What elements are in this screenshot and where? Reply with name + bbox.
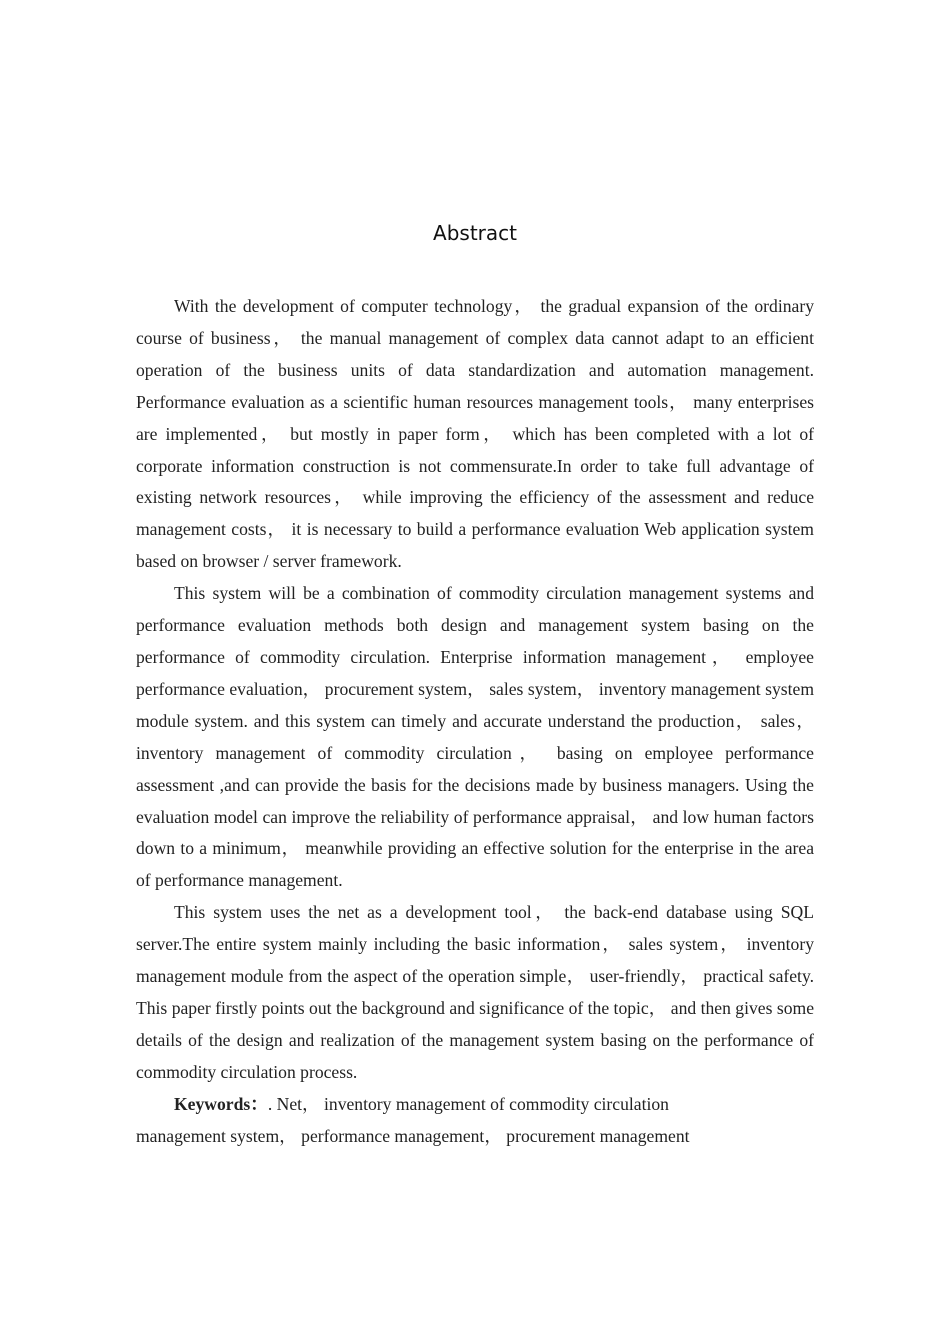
abstract-paragraph-2: This system will be a combination of commodity circulation management systems and performance evaluation methods both design and management system basing on the performance of commodity circulation. Enterprise information management， employee performance evaluation， procurement system， sales system， inventory management system module system. and this system can timely and accurate understand the production， sales， inventory management of commodity circulation， basing on employee performance assessment ,and can provide the basis for the decisions made by business managers. Using the evaluation model can improve the reliability of performance appraisal， and low human factors down to a minimum， meanwhile providing an effective solution for the enterprise in the area of performance management. <box>136 583 814 891</box>
abstract-paragraph-3: This system uses the net as a development tool， the back-end database using SQL server.The entire system mainly including the basic information， sales system， inventory management module from the aspect of the operation simple， user-friendly， practical safety. This paper firstly points out the background and significance of the topic， and then gives some details of the design and realization of the management system basing on the performance of commodity circulation process. <box>136 902 814 1082</box>
keywords-line-2: management system， performance management， procurement management <box>136 1125 690 1146</box>
keywords-paragraph <box>136 1089 814 1153</box>
abstract-paragraph-1: With the development of computer technology， the gradual expansion of the ordinary course of business， the manual management of complex data cannot adapt to an efficient operation of the business units of data standardization and automation management. Performance evaluation as a scientific human resources management tools， many enterprises are implemented， but mostly in paper form， which has been completed with a lot of corporate information construction is not commensurate.In order to take full advantage of existing network resources， while improving the efficiency of the assessment and reduce management costs， it is necessary to build a performance evaluation Web application system based on browser / server framework. <box>136 296 814 572</box>
page-title: Abstract <box>433 221 517 245</box>
abstract-body <box>136 291 814 1152</box>
keywords-label: Keywords： <box>174 1093 268 1114</box>
keywords-line-1: . Net， inventory management of commodity circulation <box>267 1093 669 1114</box>
